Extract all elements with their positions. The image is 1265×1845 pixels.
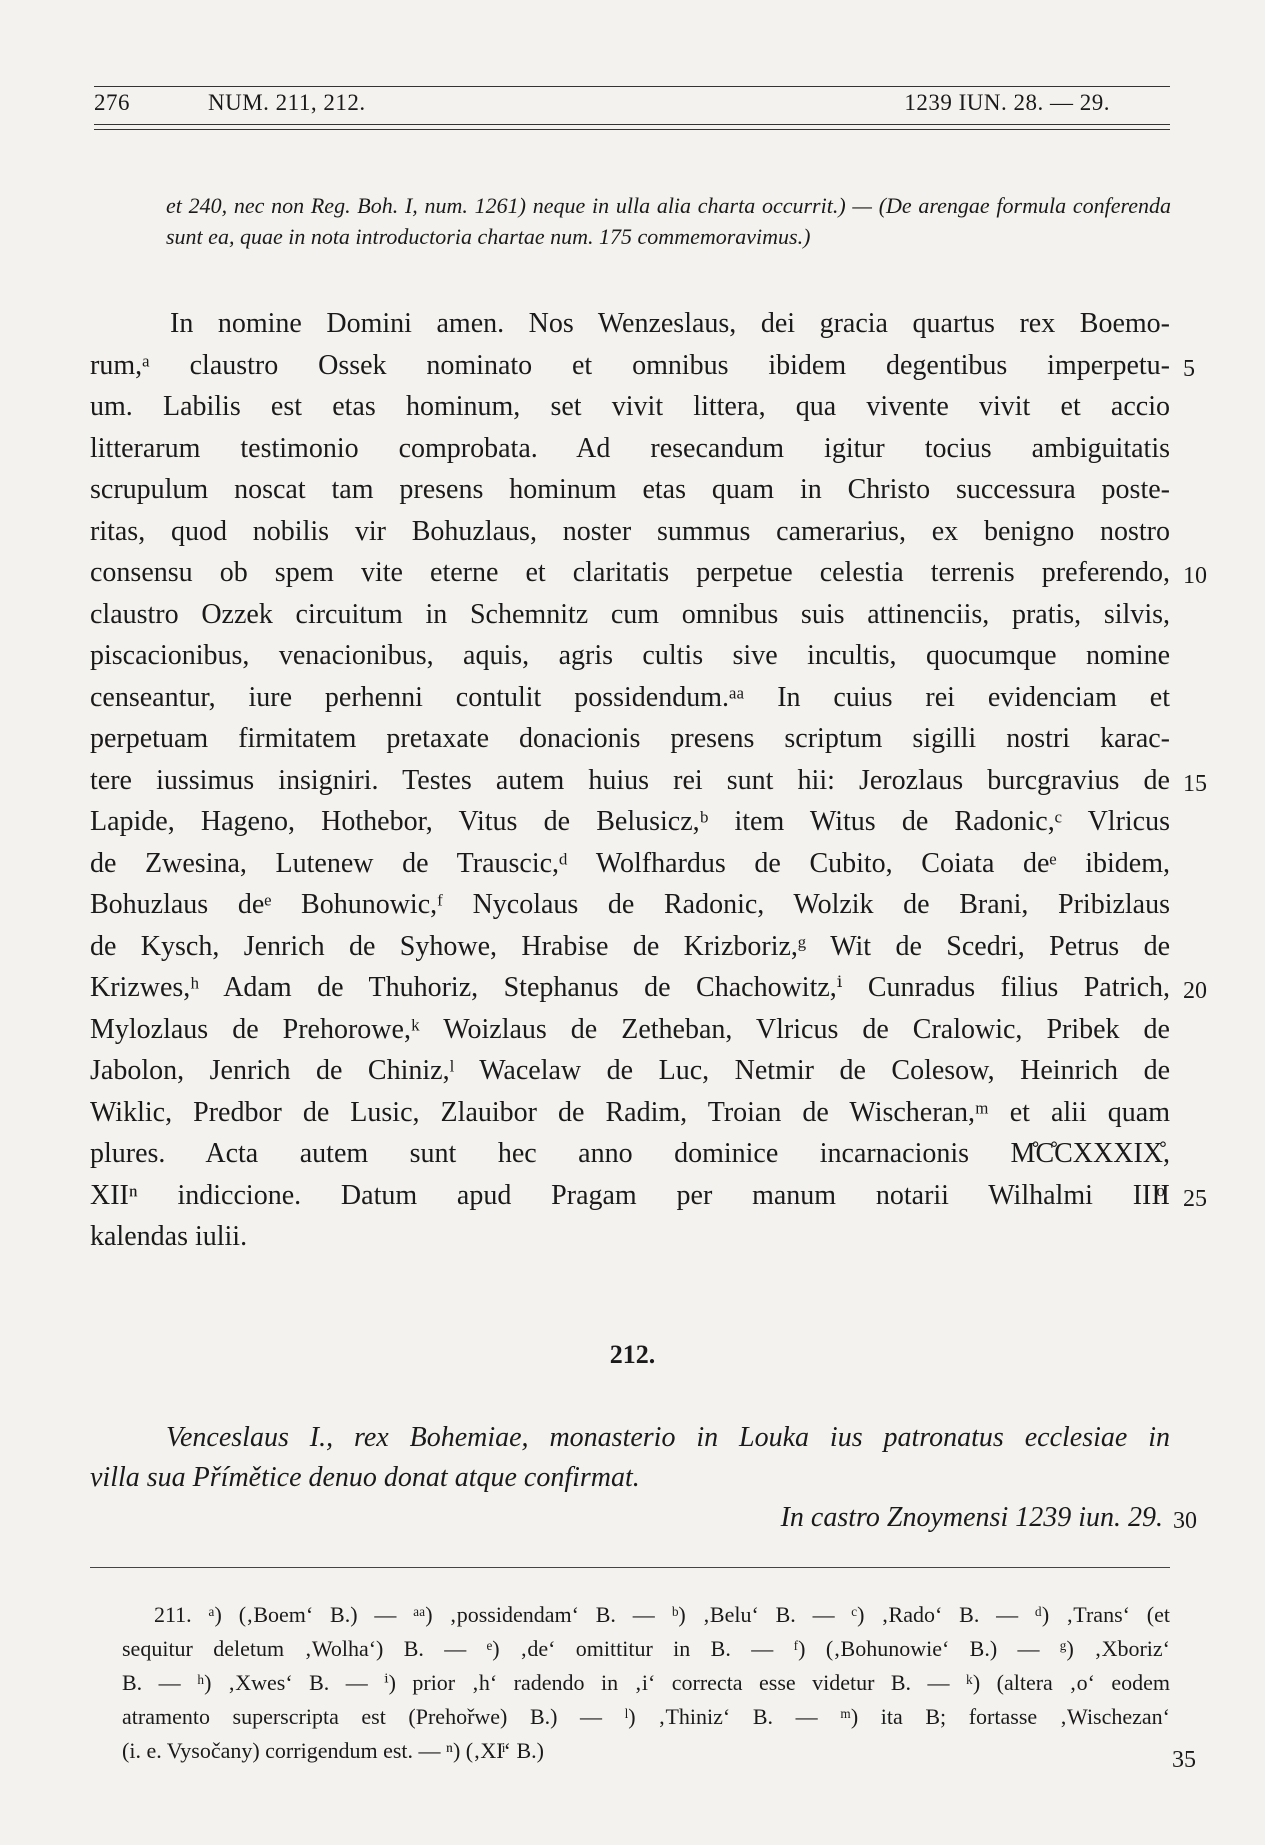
charter-line — [90, 1092, 1170, 1134]
place-date: In castro Znoymensi 1239 iun. 29. — [780, 1502, 1163, 1533]
footnote-line: (i. e. Vysočany) corrigendum est. — ⁿ) (‚XIͥ‘ B.) — [122, 1738, 544, 1763]
charter-line-text: rum,ᵃ claustro Ossek nominato et omnibus ibidem degentibus imperpetu- — [90, 349, 1170, 381]
charter-line-text: XIIⁿ indiccione. Datum apud Pragam per manum notarii Wilhalmi IIIͦI — [90, 1179, 1170, 1211]
charter-line-text: Mylozlaus de Prehorowe,ᵏ Woizlaus de Zetheban, Vlricus de Cralowic, Pribek de — [90, 1013, 1170, 1045]
regest-line: Venceslaus I., rex Bohemiae, monasterio in Louka ius patronatus ecclesiae in — [166, 1422, 1170, 1453]
line-number: 25 — [1183, 1185, 1207, 1212]
charter-line — [90, 677, 1170, 719]
charter-line-text: de Zwesina, Lutenew de Trauscic,ᵈ Wolfhardus de Cubito, Coiata deᵉ ibidem, — [90, 847, 1170, 879]
charter-line-text: piscacionibus, venacionibus, aquis, agris cultis sive incultis, quocumque nomine — [90, 640, 1170, 671]
document-numbers: NUM. 211, 212. — [208, 90, 366, 115]
charter-line — [90, 718, 1170, 760]
charter-text — [90, 303, 1207, 1258]
page-number: 276 — [94, 90, 130, 115]
charter-line — [90, 1050, 1170, 1092]
charter-line-text: plures. Acta autem sunt hec anno dominice incarnacionis M̊C̊CXXXIX̊, — [90, 1138, 1170, 1169]
charter-line — [90, 428, 1170, 470]
charter-line — [90, 511, 1170, 553]
footnote-line: B. — ʰ) ‚Xwes‘ B. — ⁱ) prior ‚h‘ radendo in ‚i‘ correcta esse videtur B. — ᵏ) (altera ‚o‘ eodem — [122, 1670, 1170, 1695]
charter-line — [90, 1216, 1170, 1258]
charter-line — [90, 345, 1195, 387]
charter-line — [90, 594, 1170, 636]
charter-line — [90, 926, 1170, 968]
charter-line-text: claustro Ozzek circuitum in Schemnitz cum omnibus suis attinenciis, pratis, silvis, — [90, 598, 1170, 630]
line-number: 15 — [1183, 770, 1207, 797]
charter-line-text: Jabolon, Jenrich de Chiniz,ˡ Wacelaw de Luc, Netmir de Colesow, Heinrich de — [90, 1055, 1170, 1086]
charter-line-text: kalendas iulii. — [90, 1221, 248, 1252]
charter-line — [90, 469, 1170, 511]
document-number: 212. — [609, 1340, 656, 1369]
charter-line — [90, 1009, 1170, 1051]
header-rule-bottom-double — [94, 129, 1170, 130]
line-number: 30 — [1173, 1508, 1197, 1534]
charter-line — [90, 1133, 1170, 1175]
header-date: 1239 IUN. 28. — 29. — [904, 90, 1110, 115]
charter-line-text: tere iussimus insigniri. Testes autem huius rei sunt hii: Jerozlaus burcgravius de — [90, 764, 1170, 796]
regest — [90, 1418, 1170, 1498]
line-number: 35 — [1172, 1747, 1196, 1773]
charter-line — [90, 386, 1170, 428]
charter-line — [90, 1175, 1207, 1217]
charter-line — [90, 760, 1207, 802]
charter-line-text: litterarum testimonio comprobata. Ad resecandum igitur tocius ambiguitatis — [90, 432, 1170, 464]
line-number: 10 — [1183, 563, 1207, 589]
charter-line-text: Lapide, Hageno, Hothebor, Vitus de Belusicz,ᵇ item Witus de Radonic,ᶜ Vlricus — [90, 806, 1170, 837]
line-number: 20 — [1183, 978, 1207, 1004]
footnote-rule — [90, 1567, 1170, 1568]
charter-line — [90, 303, 1170, 345]
charter-line-text: Bohuzlaus deᵉ Bohunowic,ᶠ Nycolaus de Radonic, Wolzik de Brani, Pribizlaus — [90, 889, 1170, 920]
charter-line — [90, 552, 1207, 594]
footnotes — [122, 1598, 1170, 1768]
charter-line-text: ritas, quod nobilis vir Bohuzlaus, noster summus camerarius, ex benigno nostro — [90, 515, 1170, 547]
charter-line — [90, 884, 1170, 926]
charter-line-text: Wiklic, Predbor de Lusic, Zlauibor de Radim, Troian de Wischeran,ᵐ et alii quam — [90, 1096, 1170, 1128]
charter-line-text: consensu ob spem vite eterne et claritatis perpetue celestia terrenis preferendo, — [90, 557, 1170, 588]
running-header — [94, 84, 1170, 132]
header-rule-top — [94, 86, 1170, 87]
charter-line-text: um. Labilis est etas hominum, set vivit littera, qua vivente vivit et accio — [90, 391, 1170, 422]
charter-line-text: censeantur, iure perhenni contulit possidendum.ᵃᵃ In cuius rei evidenciam et — [90, 681, 1170, 713]
header-rule-bottom — [94, 124, 1170, 125]
footnote-line: sequitur deletum ‚Wolha‘) B. — ᵉ) ‚de‘ omittitur in B. — ᶠ) (‚Bohunowie‘ B.) — ᵍ) ‚Xboriz‘ — [122, 1636, 1170, 1661]
charter-line — [90, 967, 1207, 1009]
charter-line-text: Krizwes,ʰ Adam de Thuhoriz, Stephanus de Chachowitz,ⁱ Cunradus filius Patrich, — [90, 972, 1170, 1003]
line-number: 5 — [1183, 355, 1195, 382]
footnote-line: atramento superscripta est (Prehořwe) B.) — ˡ) ‚Thiniz‘ B. — ᵐ) ita B; fortasse ‚Wischezan‘ — [122, 1704, 1170, 1729]
charter-line-text: perpetuam firmitatem pretaxate donacionis presens scriptum sigilli nostri karac- — [90, 723, 1170, 754]
charter-line — [90, 801, 1170, 843]
regest-line: villa sua Přímětice denuo donat atque confirmat. — [90, 1462, 640, 1493]
footnote-line: 211. ᵃ) (‚Boem‘ B.) — ᵃᵃ) ‚possidendam‘ B. — ᵇ) ‚Belu‘ B. — ᶜ) ‚Rado‘ B. — ᵈ) ‚Trans‘ (et — [154, 1602, 1170, 1627]
charter-line — [90, 635, 1170, 677]
intro-note: et 240, nec non Reg. Boh. I, num. 1261) neque in ulla alia charta occurrit.) — (De arengae formula conferenda sunt ea, quae in nota introductoria chartae num. 175 commemoravimus.) — [166, 193, 1171, 249]
charter-line — [90, 843, 1170, 885]
charter-line-text: In nomine Domini amen. Nos Wenzeslaus, dei gracia quartus rex Boemo- — [170, 308, 1170, 339]
charter-line-text: de Kysch, Jenrich de Syhowe, Hrabise de Krizboriz,ᵍ Wit de Scedri, Petrus de — [90, 930, 1170, 962]
charter-line-text: scrupulum noscat tam presens hominum etas quam in Christo successura poste- — [90, 474, 1170, 505]
